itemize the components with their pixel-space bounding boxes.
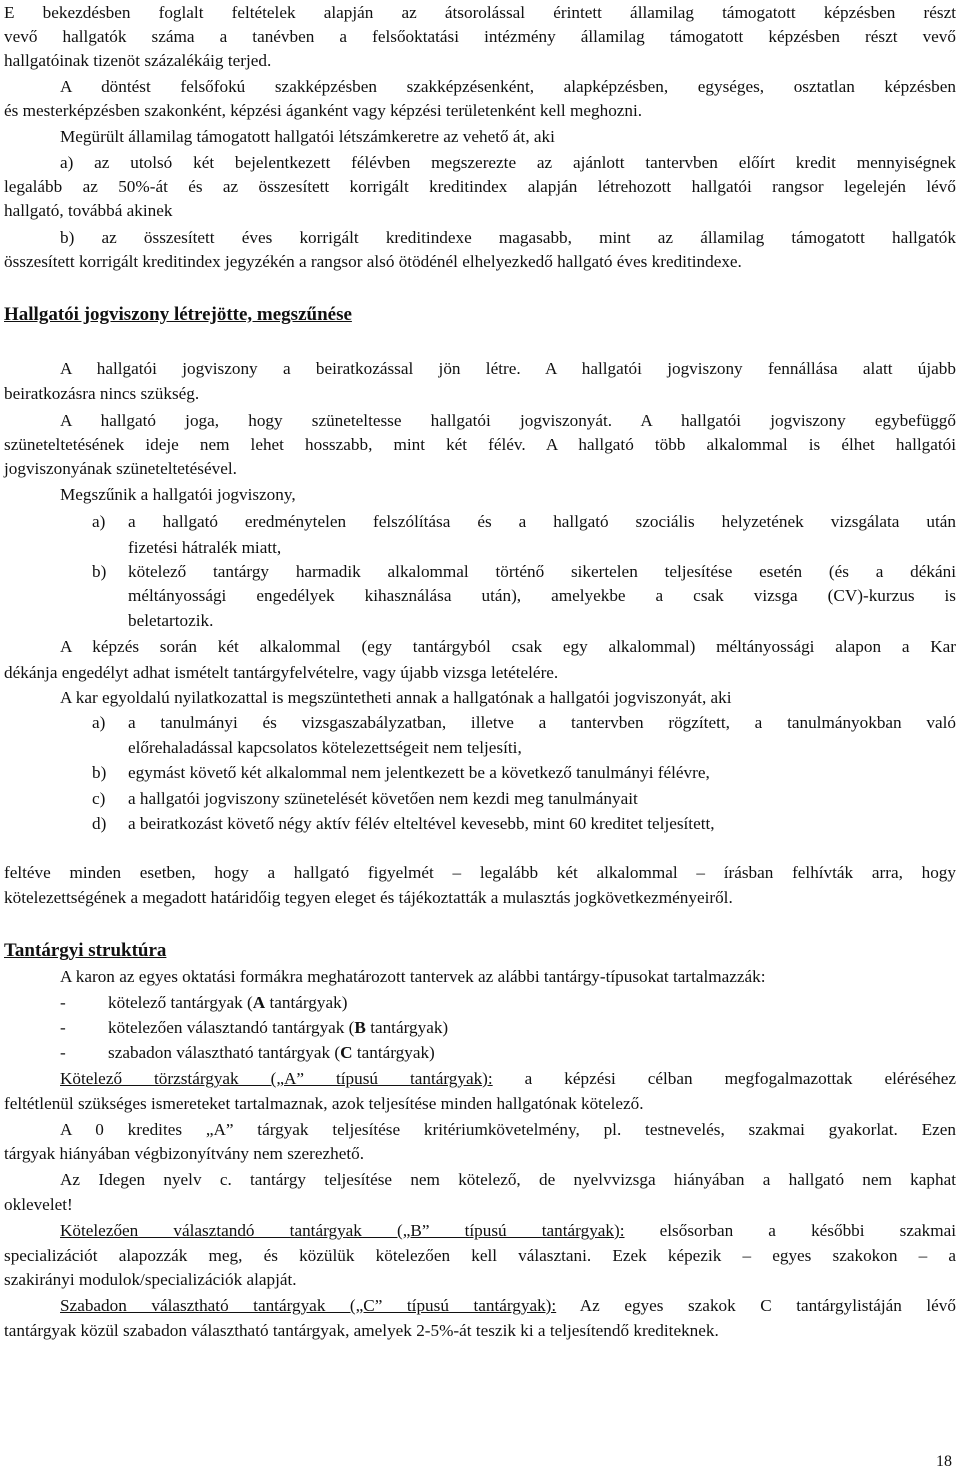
text-line [60,1218,956,1244]
section-heading: Tantárgyi struktúra [4,940,167,961]
list-item-line: beletartozik. [128,611,214,630]
list-marker: c) [92,789,106,808]
text-line: A képzés során két alkalommal (egy tantárgyból csak egy alkalommal) méltányossági alapon a Kar [60,637,956,656]
list-type-letter: A [252,993,266,1012]
term-description: elsősorban a későbbi szakmai [624,1221,956,1240]
text-line: E bekezdésben foglalt feltételek alapján az átsorolással érintett államilag támogatott képzésben részt [4,3,956,22]
list-item-line: a tanulmányi és vizsgaszabályzatban, illetve a tantervben rögzített, a tanulmányokban való [128,713,956,732]
term-underlined: Szabadon választható tantárgyak („C” típusú tantárgyak): [60,1296,557,1315]
list-marker: - [60,1043,66,1062]
term-underlined: Kötelező törzstárgyak („A” típusú tantárgyak): [60,1069,493,1088]
text-line: vevő hallgatók száma a tanévben a felsőoktatási intézmény államilag támogatott képzésben részt vevő [4,27,956,46]
text-line: legalább az 50%-át és az összesített korrigált kreditindex alapján létrehozott hallgatói rangsor legelején lévő [4,177,956,196]
list-marker: - [60,1018,66,1037]
text-line: oklevelet! [4,1195,73,1214]
list-item-line: a hallgatói jogviszony szünetelését követően nem kezdi meg tanulmányait [128,789,638,808]
text-line: Megszűnik a hallgatói jogviszony, [60,485,296,504]
text-line: feltétlenül szükséges ismereteket tartalmaznak, azok teljesítése minden hallgatónak kötelező. [4,1094,644,1113]
list-marker: - [60,993,66,1012]
text-line: A 0 kredites „A” tárgyak teljesítése kritériumkövetelmény, pl. testnevelés, szakmai gyakorlat. Ezen [60,1120,956,1139]
list-text: szabadon választható tantárgyak ( [108,1043,341,1062]
list-item-line [108,1015,956,1041]
list-item-line [108,990,956,1016]
text-line: dékánja engedélyt adhat ismételt tantárgyfelvételre, vagy újabb vizsga letételére. [4,663,559,682]
list-type-letter: C [340,1043,353,1062]
list-text: tantárgyak) [352,1043,435,1062]
text-line: feltéve minden esetben, hogy a hallgató figyelmét – legalább két alkalommal – írásban felhívták arra, hogy [4,863,956,882]
list-item-line: kötelező tantárgy harmadik alkalommal történő sikertelen teljesítése esetén (és a dékáni [128,562,956,581]
list-text: tantárgyak) [365,1018,449,1037]
text-line: kötelezettségének a megadott határidőig tegyen eleget és tájékoztatták a mulasztás jogkövetkezményeiről. [4,888,733,907]
text-line: szüneteltetésének ideje nem lehet hosszabb, mint két félév. A hallgató több alkalommal is élhet hallgatói [4,435,956,454]
term-underlined: Kötelezően választandó tantárgyak („B” típusú tantárgyak): [60,1221,625,1240]
list-marker: a) [92,713,106,732]
text-line: A kar egyoldalú nyilatkozattal is megszüntetheti annak a hallgatónak a hallgatói jogviszonyát, aki [60,688,732,707]
text-line: összesített korrigált kreditindex jegyzékén a rangsor alsó ötödénél elhelyezkedő hallgató éves kreditindexe. [4,252,742,271]
list-item-line: fizetési hátralék miatt, [128,538,282,557]
text-line: és mesterképzésben szakonként, képzési áganként vagy képzési területenként kell meghozni. [4,101,643,120]
text-line: specializációt alapozzák meg, és közülük kötelezően kell választani. Ezek képezik – egyes szakokon – a [4,1246,956,1265]
term-description: Az egyes szakok C tantárgylistáján lévő [556,1296,956,1315]
section-heading: Hallgatói jogviszony létrejötte, megszűnése [4,304,352,325]
text-line [60,1293,956,1319]
text-line: hallgató, továbbá akinek [4,201,173,220]
text-line: a) az utolsó két bejelentkezett félévben megszerezte az ajánlott tantervben előírt kredit mennyiségnek [60,153,956,172]
text-line: Megürült államilag támogatott hallgatói létszámkeretre az vehető át, aki [60,127,555,146]
list-item-line: a beiratkozást követő négy aktív félév elteltével kevesebb, mint 60 kreditet teljesített, [128,814,715,833]
text-line: tárgyak hiányában végbizonyítvány nem szerezhető. [4,1144,365,1163]
list-item-line: egymást követő két alkalommal nem jelentkezett be a következő tanulmányi félévre, [128,763,710,782]
list-marker: a) [92,512,106,531]
list-item-line: méltányossági engedélyek kihasználása után), amelyekbe a csak vizsga (CV)-kurzus is [128,586,956,605]
text-line: tantárgyak közül szabadon választható tantárgyak, amelyek 2-5%-át teszik ki a teljesítendő krediteknek. [4,1321,719,1340]
term-description: a képzési célban megfogalmazottak eléréséhez [492,1069,956,1088]
text-line: szakirányi modulok/specializációk alapját. [4,1270,297,1289]
text-line: beiratkozásra nincs szükség. [4,384,200,403]
list-item-line: a hallgató eredménytelen felszólítása és a hallgató szociális helyzetének vizsgálata után [128,512,956,531]
list-item-line: előrehaladással kapcsolatos kötelezettségeit nem teljesíti, [128,738,522,757]
text-line [60,1066,956,1092]
text-line: A döntést felsőfokú szakképzésben szakképzésenként, alapképzésben, egységes, osztatlan képzésben [60,77,956,96]
text-line: Az Idegen nyelv c. tantárgy teljesítése nem kötelező, de nyelvvizsga hiányában a hallgató nem kaphat [60,1170,956,1189]
list-text: kötelező tantárgyak ( [108,993,253,1012]
list-text: kötelezően választandó tantárgyak ( [108,1018,355,1037]
text-line: hallgatóinak tizenöt százalékáig terjed. [4,51,272,70]
list-item-line [108,1040,956,1066]
page-number: 18 [936,1453,952,1470]
text-line: A hallgatói jogviszony a beiratkozással jön létre. A hallgatói jogviszony fennállása alatt újabb [60,359,956,378]
text-line: A karon az egyes oktatási formákra meghatározott tantervek az alábbi tantárgy-típusokat tartalmazzák: [60,967,766,986]
text-line: A hallgató joga, hogy szüneteltesse hallgatói jogviszonyát. A hallgatói jogviszony egybefüggő [60,411,956,430]
list-type-letter: B [354,1018,366,1037]
list-marker: b) [92,562,107,581]
list-text: tantárgyak) [265,993,348,1012]
text-line: b) az összesített éves korrigált kreditindexe magasabb, mint az államilag támogatott hallgatók [60,228,956,247]
text-line: jogviszonyának szüneteltetésével. [4,459,237,478]
list-marker: b) [92,763,107,782]
list-marker: d) [92,814,107,833]
